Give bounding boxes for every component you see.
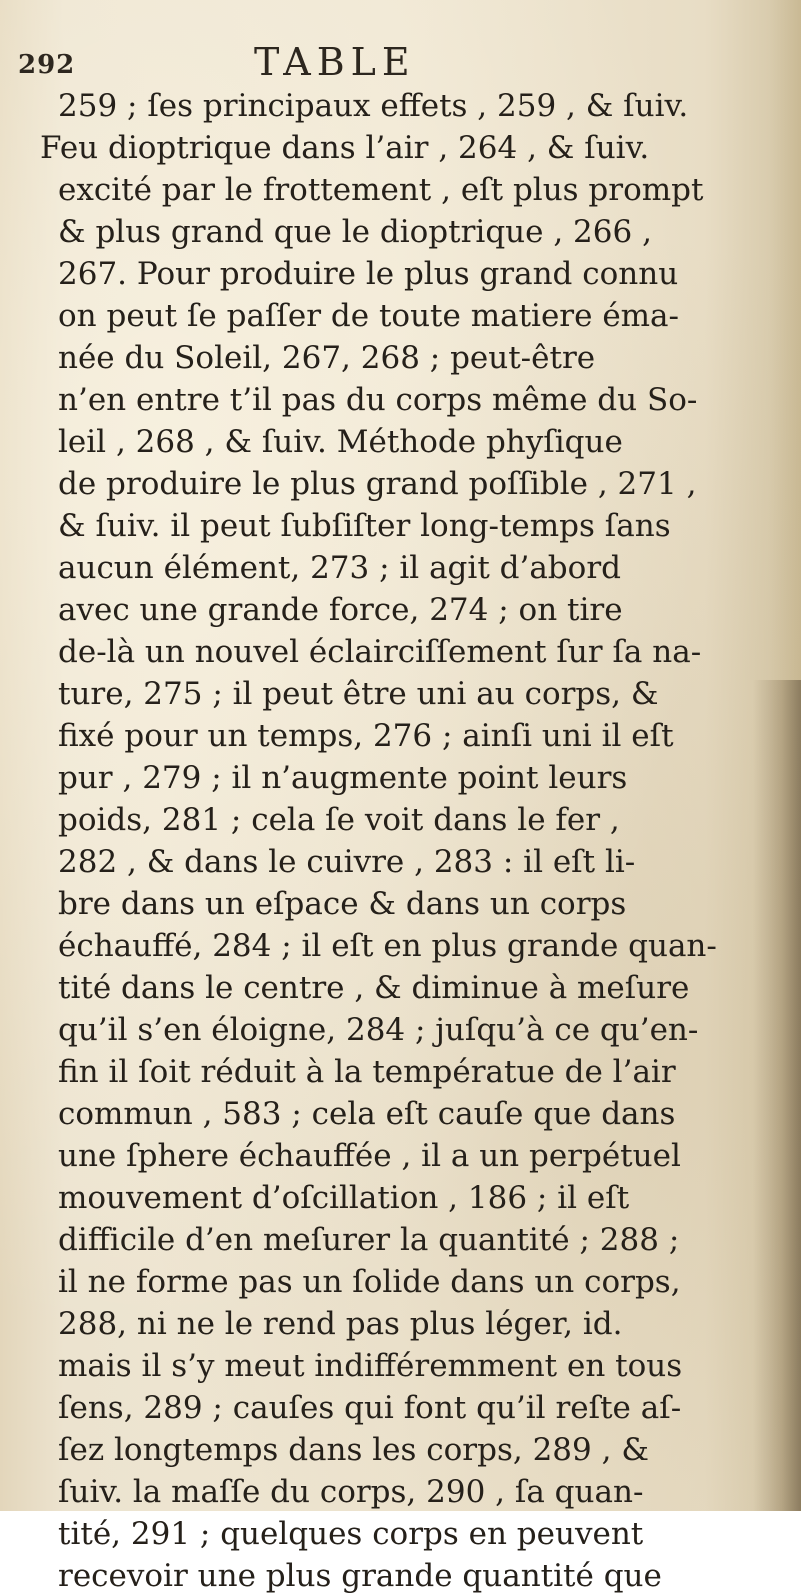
text-line: excité par le frottement , eſt plus prompt	[58, 172, 704, 208]
text-line: ſuiv. la maſſe du corps, 290 , ſa quan-	[58, 1474, 644, 1510]
text-line: 282 , & dans le cuivre , 283 : il eſt li-	[58, 844, 636, 880]
text-line: n’en entre t’il pas du corps même du So-	[58, 382, 698, 418]
text-line: tité, 291 ; quelques corps en peuvent	[58, 1516, 644, 1552]
page-header	[18, 40, 778, 84]
text-line: il ne forme pas un ſolide dans un corps,	[58, 1264, 681, 1300]
text-line: ſez longtemps dans les corps, 289 , &	[58, 1432, 649, 1468]
text-line: mais il s’y meut indifféremment en tous	[58, 1348, 683, 1384]
text-line: aucun élément, 273 ; il agit d’abord	[58, 550, 621, 586]
text-line: difficile d’en meſurer la quantité ; 288 ;	[58, 1222, 680, 1258]
text-line: Feu dioptrique dans l’air , 264 , & ſuiv.	[40, 130, 650, 166]
text-line: fin il ſoit réduit à la températue de l’air	[58, 1054, 676, 1090]
text-line: échauffé, 284 ; il eſt en plus grande quan-	[58, 928, 717, 964]
text-line: de produire le plus grand poſſible , 271 ,	[58, 466, 697, 502]
page-number: 292	[18, 50, 76, 80]
text-line: bre dans un eſpace & dans un corps	[58, 886, 627, 922]
text-line: pur , 279 ; il n’augmente point leurs	[58, 760, 628, 796]
text-line: née du Soleil, 267, 268 ; peut-être	[58, 340, 596, 376]
text-line: ture, 275 ; il peut être uni au corps, &	[58, 676, 659, 712]
text-line: 259 ; ſes principaux effets , 259 , & ſuiv.	[58, 88, 689, 124]
text-line: poids, 281 ; cela ſe voit dans le fer ,	[58, 802, 620, 838]
text-line: qu’il s’en éloigne, 284 ; juſqu’à ce qu’en-	[58, 1012, 699, 1048]
gutter-shadow	[753, 680, 801, 1511]
text-line: ſens, 289 ; cauſes qui font qu’il reſte aſ-	[58, 1390, 682, 1426]
text-line: & ſuiv. il peut ſubſiſter long-temps ſans	[58, 508, 671, 544]
text-line: on peut ſe paſſer de toute matiere éma-	[58, 298, 680, 334]
text-line: 267. Pour produire le plus grand connu	[58, 256, 679, 292]
text-line: tité dans le centre , & diminue à meſure	[58, 970, 690, 1006]
text-line: de-là un nouvel éclairciſſement ſur ſa na-	[58, 634, 702, 670]
running-title: TABLE	[254, 40, 416, 84]
text-line: recevoir une plus grande quantité que	[58, 1558, 662, 1594]
text-line: 288, ni ne le rend pas plus léger, id.	[58, 1306, 623, 1342]
text-line: fixé pour un temps, 276 ; ainſi uni il eſt	[58, 718, 674, 754]
text-line: mouvement d’oſcillation , 186 ; il eſt	[58, 1180, 630, 1216]
text-line: une ſphere échauffée , il a un perpétuel	[58, 1138, 681, 1174]
text-line: commun , 583 ; cela eſt cauſe que dans	[58, 1096, 676, 1132]
text-line: leil , 268 , & ſuiv. Méthode phyſique	[58, 424, 623, 460]
text-line: & plus grand que le dioptrique , 266 ,	[58, 214, 652, 250]
text-line: avec une grande force, 274 ; on tire	[58, 592, 623, 628]
